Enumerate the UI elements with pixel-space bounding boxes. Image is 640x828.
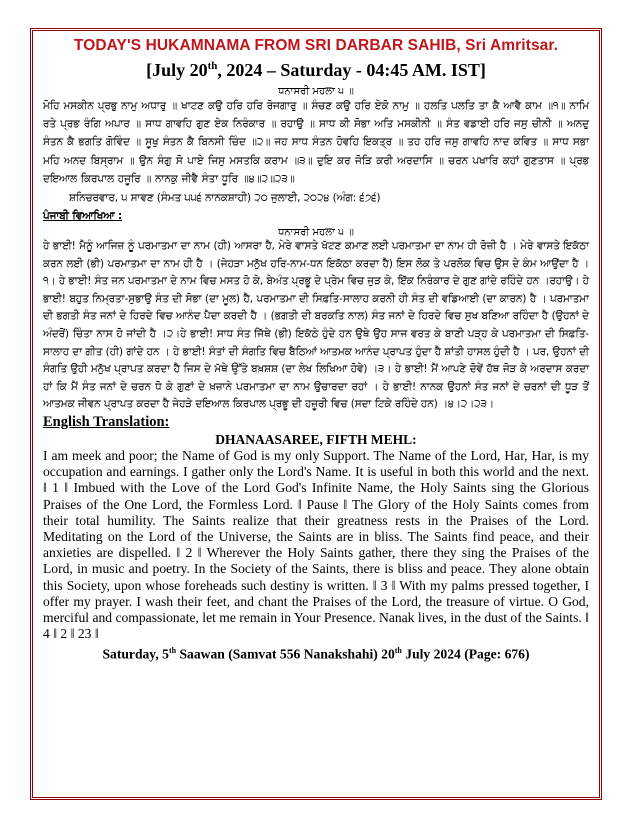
vyakhya-heading: ਧਨਾਸਰੀ ਮਹਲਾ ੫ ॥ — [278, 227, 354, 239]
page-border — [30, 28, 602, 800]
gurbani-date-line: ਸ਼ਨਿਚਰਵਾਰ, ੫ ਸਾਵਣ (ਸੰਮਤ ੫੫੬ ਨਾਨਕਸ਼ਾਹੀ) ੨੦ ਜੁਲਾਈ, ੨੦੨੪ (ਅੰਗ: ੬੭੬) — [69, 192, 381, 205]
footer-post: July 2024 (Page: 676) — [401, 646, 530, 662]
document-body — [33, 31, 599, 663]
english-translation-label: English Translation: — [43, 413, 170, 430]
vyakhya-text: ਹੇ ਭਾਈ! ਮੈਨੂੰ ਆਜਿਜ਼ ਨੂੰ ਪਰਮਾਤਮਾ ਦਾ ਨਾਮ (ਹੀ) ਆਸਰਾ ਹੈ, ਮੇਰੇ ਵਾਸਤੇ ਖੱਟਣ ਕਮਾਣ ਲਈ ਪਰਮਾਤਮਾ ਦਾ ਨਾਮ ਹੀ ਰੋਜ਼ੀ ਹੈ । ਮੇਰੇ ਵਾਸਤੇ ਇਕੱਠਾ ਕਰਨ ਲਈ (ਭੀ) ਪਰਮਾਤਮਾ ਦਾ ਨਾਮ ਹੀ ਹੈ । (ਜੇਹੜਾ ਮਨੁੱਖ ਹਰਿ-ਨਾਮ-ਧਨ ਇਕੱਠਾ ਕਰਦਾ ਹੈ) ਇਸ ਲੋਕ ਤੇ ਪਰਲੋਕ ਵਿਚ ਉਸ ਦੇ ਕੰਮ ਆਉਂਦਾ ਹੈ ।੧। ਹੇ ਭਾਈ! ਸੰਤ ਜਨ ਪਰਮਾਤਮਾ ਦੇ ਨਾਮ ਵਿਚ ਮਸਤ ਹੋ ਕੇ, ਬੇਅੰਤ ਪ੍ਰਭੂ ਦੇ ਪ੍ਰੇਮ ਵਿਚ ਜੁੜ ਕੇ, ਇੱਕ ਨਿਰੰਕਾਰ ਦੇ ਗੁਣ ਗਾਂਦੇ ਰਹਿੰਦੇ ਹਨ ।ਰਹਾਉ। ਹੇ ਭਾਈ! ਬਹੁਤ ਨਿਮ੍ਰਤਾ-ਸੁਭਾਉ ਸੰਤ ਦੀ ਸੋਭਾ (ਦਾ ਮੂਲ) ਹੈ, ਪਰਮਾਤਮਾ ਦੀ ਸਿਫ਼ਤਿ-ਸਾਲਾਹ ਕਰਨੀ ਹੀ ਸੰਤ ਦੀ ਵਡਿਆਈ (ਦਾ ਕਾਰਨ) ਹੈ । ਪਰਮਾਤਮਾ ਦੀ ਭਗਤੀ ਸੰਤ ਜਨਾਂ ਦੇ ਹਿਰਦੇ ਵਿਚ ਆਨੰਦ ਪੈਦਾ ਕਰਦੀ ਹੈ । (ਭਗਤੀ ਦੀ ਬਰਕਤਿ ਨਾਲ) ਸੰਤ ਜਨਾਂ ਦੇ ਹਿਰਦੇ ਵਿਚ ਸੁਖ ਬਣਿਆ ਰਹਿੰਦਾ ਹੈ (ਉਹਨਾਂ ਦੇ ਅੰਦਰੋਂ) ਚਿੰਤਾ ਨਾਸ ਹੋ ਜਾਂਦੀ ਹੈ ।੨।ਹੇ ਭਾਈ! ਸਾਧ ਸੰਤ ਜਿੱਥੇ (ਭੀ) ਇਕੱਠੇ ਹੁੰਦੇ ਹਨ ਉਥੇ ਉਹ ਸਾਜ ਵਰਤ ਕੇ ਬਾਣੀ ਪੜ੍ਹ ਕੇ ਪਰਮਾਤਮਾ ਦੀ ਸਿਫ਼ਤਿ-ਸਾਲਾਹ ਦਾ ਗੀਤ (ਹੀ) ਗਾਂਦੇ ਹਨ । ਹੇ ਭਾਈ! ਸੰਤਾਂ ਦੀ ਸੰਗਤਿ ਵਿਚ ਬੈਠਿਆਂ ਆਤਮਕ ਆਨੰਦ ਪ੍ਰਾਪਤ ਹੁੰਦਾ ਹੈ ਸ਼ਾਂਤੀ ਹਾਸਲ ਹੁੰਦੀ ਹੈ । ਪਰ, ਉਹਨਾਂ ਦੀ ਸੰਗਤਿ ਉਹੀ ਮਨੁੱਖ ਪ੍ਰਾਪਤ ਕਰਦਾ ਹੈ ਜਿਸ ਦੇ ਮੱਥੇ ਉੱਤੇ ਬਖ਼ਸ਼ਸ਼ (ਦਾ ਲੇਖ ਲਿਖਿਆ ਹੋਵੇ) ।੩। ਹੇ ਭਾਈ! ਮੈਂ ਆਪਣੇ ਦੋਵੇਂ ਹੱਥ ਜੋੜ ਕੇ ਅਰਦਾਸ ਕਰਦਾ ਹਾਂ ਕਿ ਮੈਂ ਸੰਤ ਜਨਾਂ ਦੇ ਚਰਨ ਧੋ ਕੇ ਗੁਣਾਂ ਦੇ ਖ਼ਜ਼ਾਨੇ ਪਰਮਾਤਮਾ ਦਾ ਨਾਮ ਉਚਾਰਦਾ ਰਹਾਂ । ਹੇ ਭਾਈ! ਨਾਨਕ ਉਹਨਾਂ ਸੰਤ ਜਨਾਂ ਦੇ ਚਰਨਾਂ ਦੀ ਧੂੜ ਤੋਂ ਆਤਮਕ ਜੀਵਨ ਪ੍ਰਾਪਤ ਕਰਦਾ ਹੈ ਜੇਹੜੇ ਦਇਆਲ ਕਿਰਪਾਲ ਪ੍ਰਭੂ ਦੀ ਹਜ਼ੂਰੀ ਵਿਚ (ਸਦਾ ਟਿਕੇ ਰਹਿੰਦੇ ਹਨ) ।੪।੨।੨੩। — [43, 240, 589, 411]
punjabi-vyakhya-label: ਪੰਜਾਬੀ ਵਿਆਖਿਆ : — [43, 210, 123, 223]
date-heading-post: , 2024 – Saturday - 04:45 AM. IST] — [217, 60, 486, 80]
footer-sup2: th — [394, 646, 402, 656]
date-heading-pre: [July 20 — [146, 60, 208, 80]
english-text: I am meek and poor; the Name of God is my only Support. The Name of the Lord, Har, Har, is my occupation and earnings. I gather only the Lord's Name. It is useful in both this world and the next. ‖ 1 ‖ Imbued with the Love of the Lord God's Infinite Name, the Holy Saints sing the Glorious Praises of the One Lord, the Formless Lord. ‖ Pause ‖ The Glory of the Holy Saints comes from their total humility. The Saints realize that their greatness rests in the Praises of the Lord. Meditating on the Lord of the Universe, the Saints are in bliss. The Saints find peace, and their anxieties are dispelled. ‖ 2 ‖ Wherever the Holy Saints gather, there they sing the Praises of the Lord, in music and poetry. In the Society of the Saints, there is bliss and peace. They alone obtain this Society, upon whose foreheads such destiny is written. ‖ 3 ‖ With my palms pressed together, I offer my prayer. I wash their feet, and chant the Praises of the Lord, the treasure of virtue. O God, merciful and compassionate, let me remain in Your Presence. Nanak lives, in the dust of the Saints. ‖ 4 ‖ 2 ‖ 23 ‖ — [43, 447, 589, 642]
page-title: TODAY'S HUKAMNAMA FROM SRI DARBAR SAHIB, Sri Amritsar. — [73, 37, 559, 54]
english-heading: DHANAASAREE, FIFTH MEHL: — [215, 431, 417, 447]
footer-pre: Saturday, 5 — [102, 646, 169, 662]
footer-mid: Saawan (Samvat 556 Nanakshahi) 20 — [176, 646, 395, 662]
date-heading-sup: th — [207, 60, 218, 72]
date-heading — [43, 56, 589, 80]
gurbani-heading: ਧਨਾਸਰੀ ਮਹਲਾ ੫ ॥ — [278, 86, 354, 97]
footer-date — [43, 642, 589, 663]
gurbani-text: ਮੋਹਿ ਮਸਕੀਨ ਪ੍ਰਭੁ ਨਾਮੁ ਅਧਾਰੁ ॥ ਖਾਟਣ ਕਉ ਹਰਿ ਹਰਿ ਰੋਜਗਾਰੁ ॥ ਸੰਚਣ ਕਉ ਹਰਿ ਏਕੋ ਨਾਮੁ ॥ ਹਲਤਿ ਪਲਤਿ ਤਾ ਕੈ ਆਵੈ ਕਾਮ ॥੧॥ ਨਾਮਿ ਰਤੇ ਪ੍ਰਭ ਰੰਗਿ ਅਪਾਰ ॥ ਸਾਧ ਗਾਵਹਿ ਗੁਣ ਏਕ ਨਿਰੰਕਾਰ ॥ ਰਹਾਉ ॥ ਸਾਧ ਕੀ ਸੋਭਾ ਅਤਿ ਮਸਕੀਨੀ ॥ ਸੰਤ ਵਡਾਈ ਹਰਿ ਜਸੁ ਚੀਨੀ ॥ ਅਨਦੁ ਸੰਤਨ ਕੈ ਭਗਤਿ ਗੋਵਿੰਦ ॥ ਸੂਖੁ ਸੰਤਨ ਕੈ ਬਿਨਸੀ ਚਿੰਦ ॥੨॥ ਜਹ ਸਾਧ ਸੰਤਨ ਹੋਵਹਿ ਇਕਤ੍ਰ ॥ ਤਹ ਹਰਿ ਜਸੁ ਗਾਵਹਿ ਨਾਦ ਕਵਿਤ ॥ ਸਾਧ ਸਭਾ ਮਹਿ ਅਨਦ ਬਿਸ੍ਰਾਮ ॥ ਉਨ ਸੰਗੁ ਸੋ ਪਾਏ ਜਿਸੁ ਮਸਤਕਿ ਕਰਾਮ ॥੩॥ ਦੁਇ ਕਰ ਜੋੜਿ ਕਰੀ ਅਰਦਾਸਿ ॥ ਚਰਨ ਪਖਾਰਿ ਕਹਾਂ ਗੁਣਤਾਸ ॥ ਪ੍ਰਭ ਦਇਆਲ ਕਿਰਪਾਲ ਹਜੂਰਿ ॥ ਨਾਨਕੁ ਜੀਵੈ ਸੰਤਾ ਧੂਰਿ ॥੪॥੨॥੨੩॥ — [43, 100, 589, 185]
footer-sup1: th — [168, 646, 177, 656]
